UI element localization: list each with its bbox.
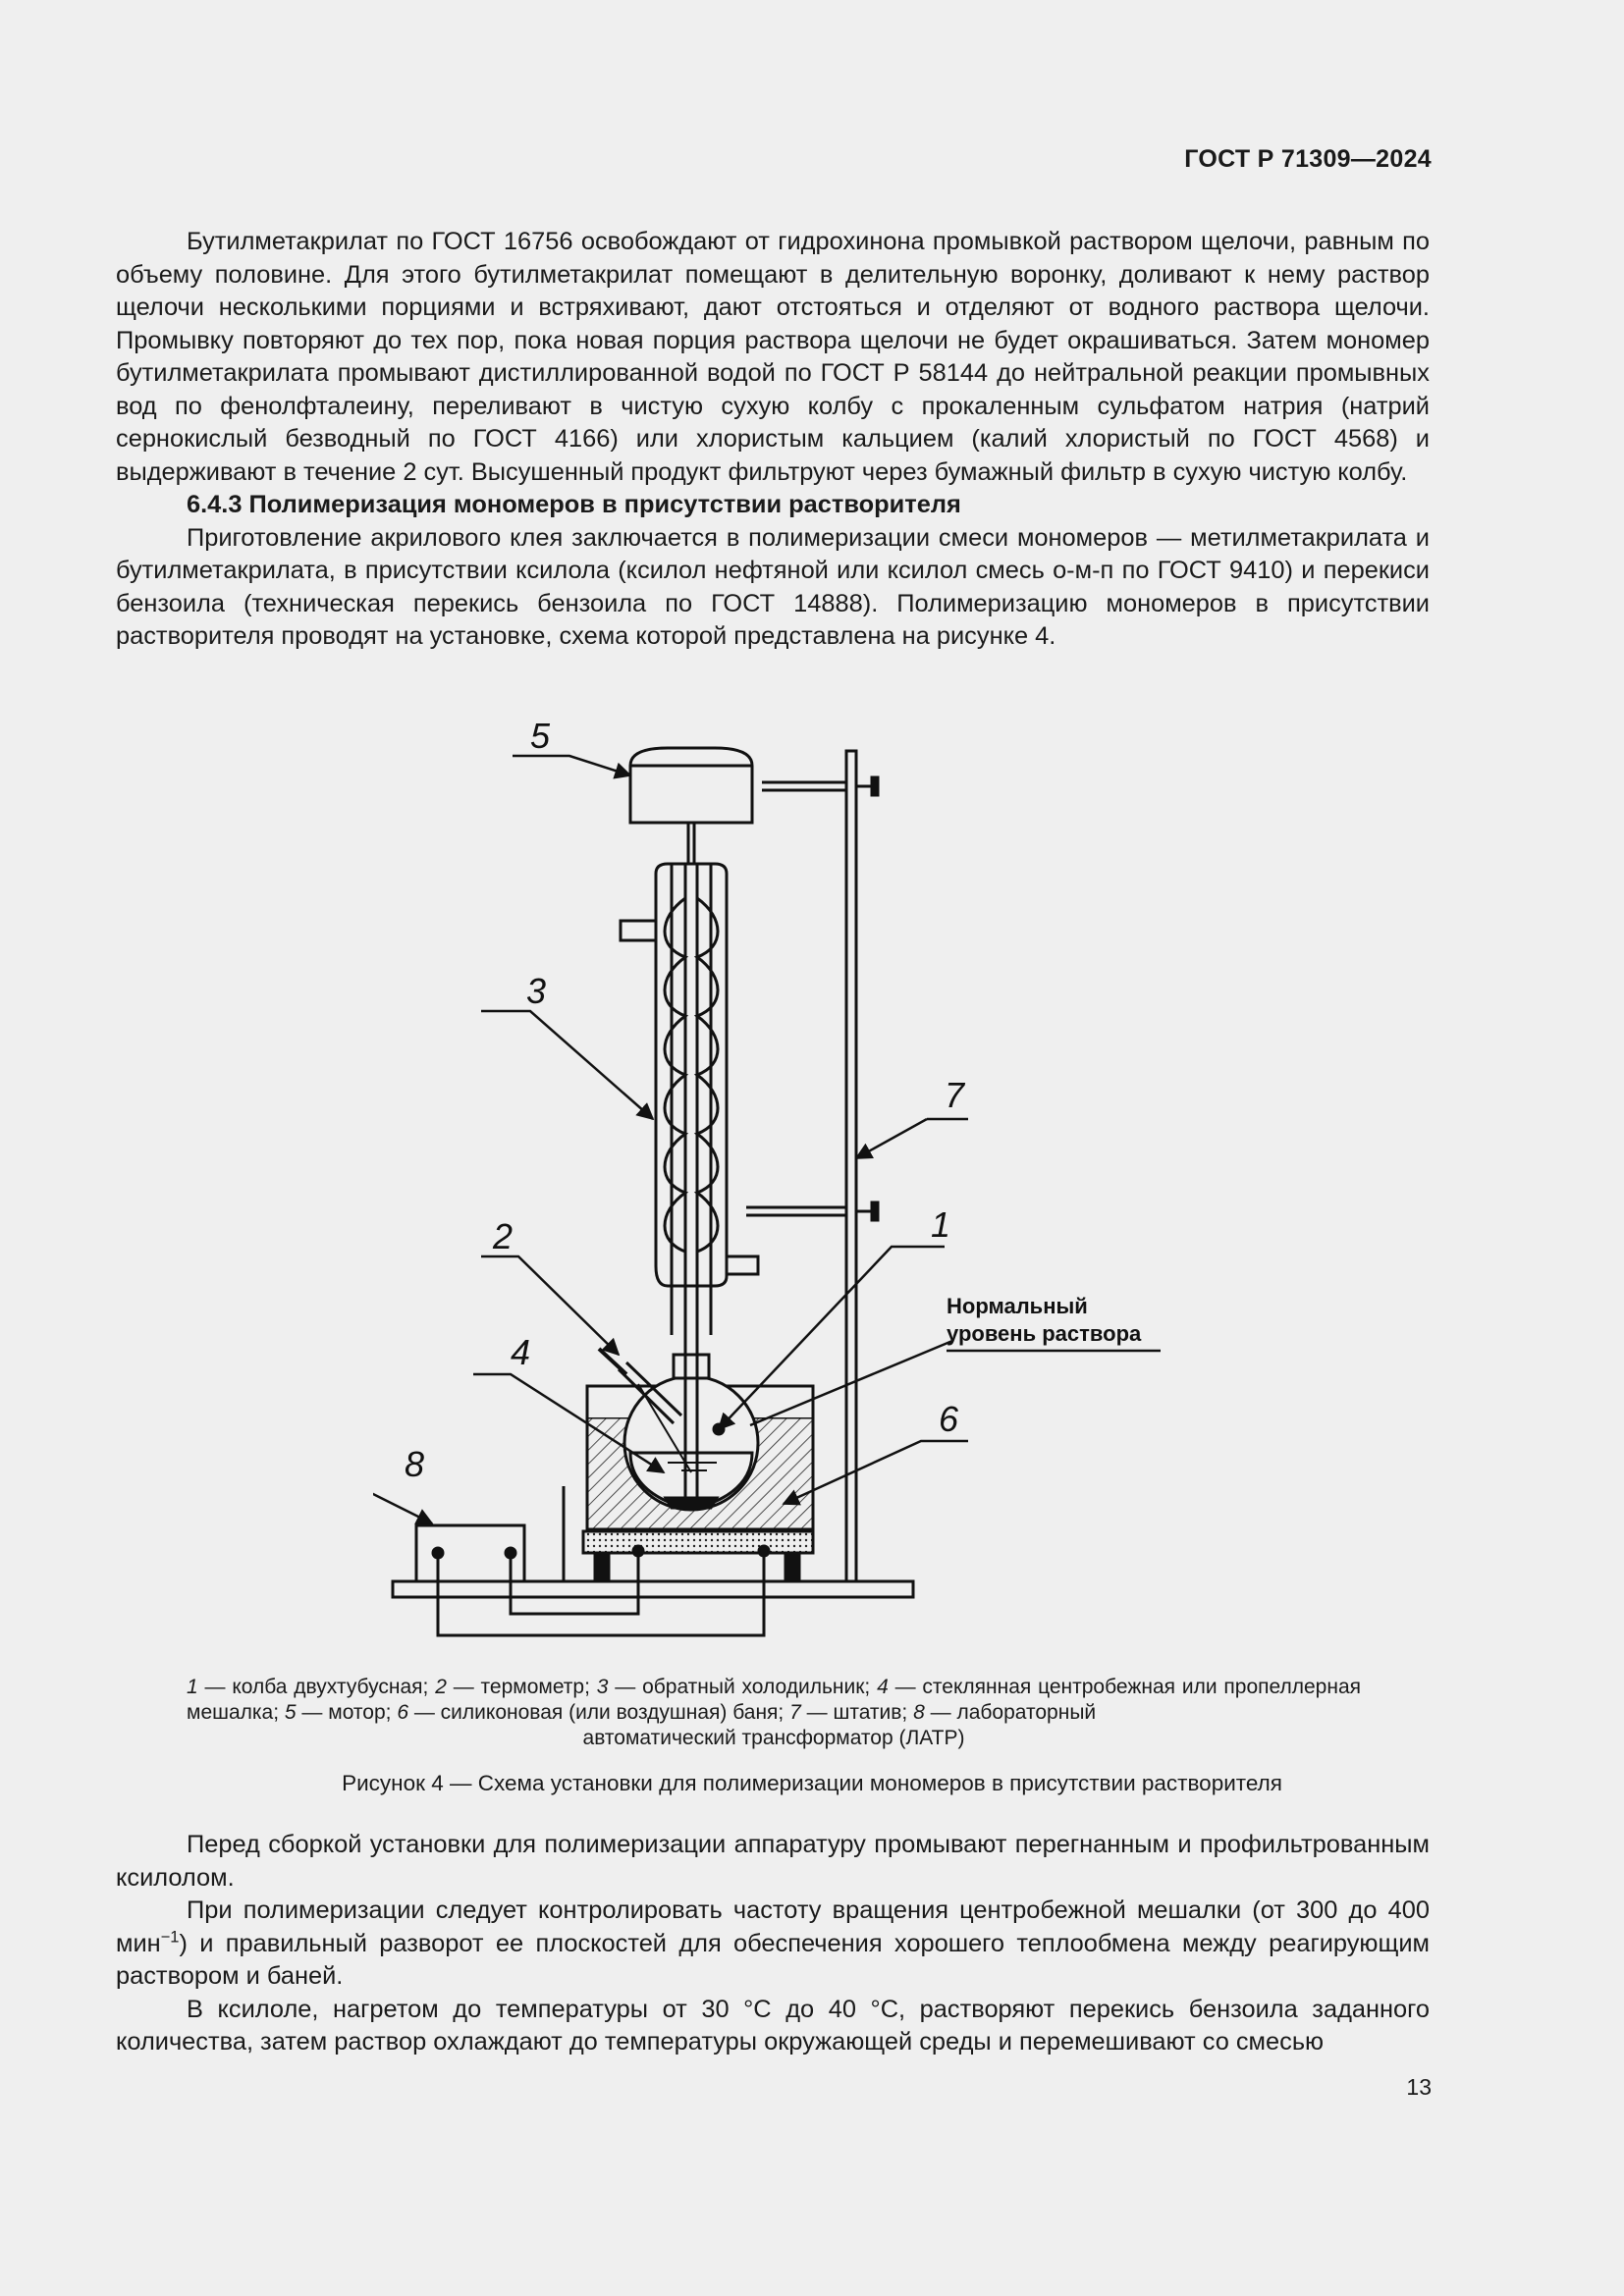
section-heading: 6.4.3 Полимеризация мономеров в присутствии растворителя [187, 491, 961, 518]
paragraph-xylene: В ксилоле, нагретом до температуры от 30 °С до 40 °С, растворяют перекись бензоила заданного количества, затем раствор охлаждают до температуры окружающей среды и перемешивают со смесью [116, 1995, 1430, 2056]
body-text-top [116, 226, 1430, 654]
label-3: 3 [526, 971, 547, 1011]
label-8: 8 [405, 1444, 425, 1484]
reflux-condenser [621, 864, 758, 1374]
label-5: 5 [530, 716, 551, 756]
page-number: 13 [1406, 2074, 1432, 2100]
figure-legend: 1 — колба двухтубусная; 2 — термометр; 3 — обратный холодильник; 4 — стеклянная центробежная или пропеллерная мешалка; 5 — мотор; 6 — силиконовая (или воздушная) баня; 7 — штатив; 8 — лабораторный автоматический трансформатор (ЛАТР) [187, 1676, 1361, 1749]
hot-plate [583, 1531, 813, 1581]
apparatus-diagram [373, 707, 1188, 1649]
paragraph-adhesive-prep: Приготовление акрилового клея заключается в полимеризации смеси мономеров — метилметакрилата и бутилметакрилата, в присутствии ксилола (ксилол нефтяной или ксилол смесь о-м-п по ГОСТ 9410) и перекиси бензоила (техническая перекись бензоила по ГОСТ 14888). Полимеризацию мономеров в присутствии растворителя проводят на установке, схема которой представлена на рисунке 4. [116, 523, 1430, 650]
paragraph-stirring: При полимеризации следует контролировать частоту вращения центробежной мешалки (от 300 до 400 мин$^{-1}$) и правильный разворот ее плоскостей для обеспечения хорошего теплообмена между реагирующим раствором и баней. [116, 1896, 1430, 1990]
base-plate [393, 1581, 913, 1597]
level-annotation-line1: Нормальный [947, 1294, 1088, 1318]
paragraph-assembly: Перед сборкой установки для полимеризации аппаратуру промывают перегнанным и профильтрованным ксилолом. [116, 1831, 1430, 1892]
label-4: 4 [511, 1332, 531, 1372]
body-text-bottom [116, 1829, 1430, 2059]
level-annotation-line2: уровень раствора [947, 1321, 1142, 1346]
label-7: 7 [945, 1075, 965, 1115]
motor [630, 748, 752, 823]
legend-line-3: автоматический трансформатор (ЛАТР) [582, 1727, 965, 1749]
label-1: 1 [931, 1204, 951, 1245]
label-2: 2 [493, 1216, 514, 1256]
paragraph-butylmethacrylate: Бутилметакрилат по ГОСТ 16756 освобождают от гидрохинона промывкой раствором щелочи, равным по объему половине. Для этого бутилметакрилат помещают в делительную воронку, доливают к нему раствор щелочи несколькими порциями и встряхивают, дают отстояться и отделяют от водного раствора щелочи. Промывку повторяют до тех пор, пока новая порция раствора щелочи не будет окрашиваться. Затем мономер бутилметакрилата промывают дистиллированной водой по ГОСТ Р 58144 до нейтральной реакции промывных вод по фенолфталеину, переливают в чистую сухую колбу с прокаленным сульфатом натрия (натрий сернокислый безводный по ГОСТ 4166) или хлористым кальцием (калий хлористый по ГОСТ 4568) и выдерживают в течение 2 сут. Высушенный продукт фильтруют через бумажный фильтр в сухую чистую колбу. [116, 228, 1430, 486]
figure-caption: Рисунок 4 — Схема установки для полимеризации мономеров в присутствии растворителя [342, 1771, 1282, 1795]
document-code: ГОСТ Р 71309—2024 [1184, 145, 1432, 173]
label-6: 6 [939, 1399, 959, 1439]
